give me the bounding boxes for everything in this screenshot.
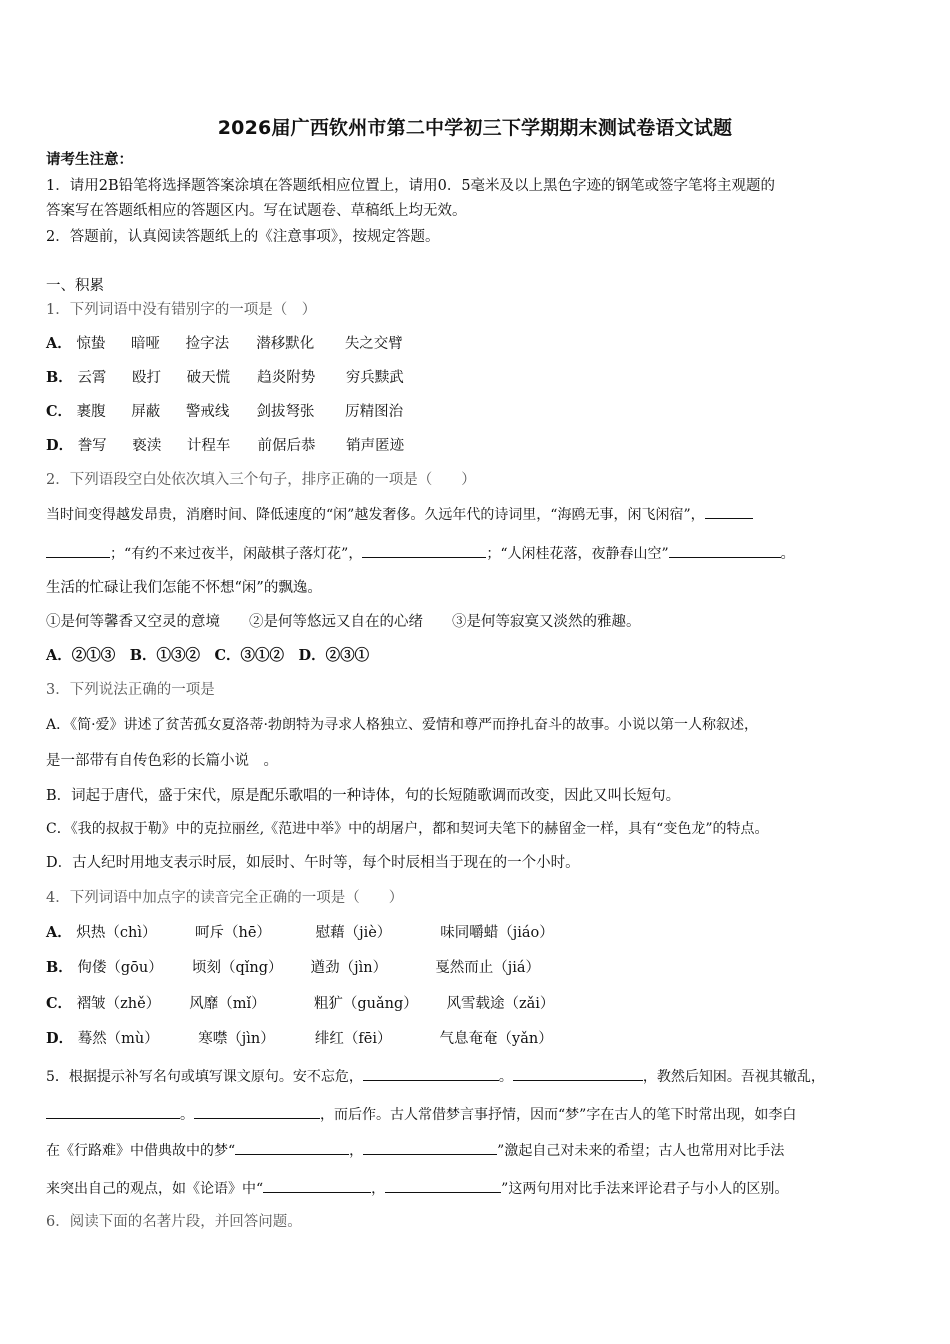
q3-stem: 3．下列说法正确的一项是 — [46, 682, 215, 698]
notice-heading: 请考生注意： — [46, 151, 133, 168]
q2-blank-1b[interactable] — [46, 543, 110, 558]
section-heading: 一、积累 — [46, 278, 104, 294]
q5-blank-7[interactable] — [263, 1178, 371, 1193]
q5-blank-1[interactable] — [363, 1066, 499, 1081]
notice-item-2: 2．答题前，认真阅读答题纸上的《注意事项》，按规定答题。 — [46, 229, 440, 245]
q5-blank-2[interactable] — [513, 1066, 643, 1081]
q1-option-a: A． 惊蛰 暗哑 捡字法 潜移默化 失之交臂 — [46, 335, 403, 352]
q4-stem: 4．下列词语中加点字的读音完全正确的一项是（ ） — [46, 890, 404, 906]
q1-option-b: B． 云霄 殴打 破天慌 趋炎附势 穷兵黩武 — [46, 369, 404, 386]
q5-blank-3[interactable] — [46, 1104, 180, 1119]
q2-blank-3[interactable] — [669, 543, 781, 558]
q3-option-c: C．《我的叔叔于勒》中的克拉丽丝,《范进中举》中的胡屠户，都和契诃夫笔下的赫留金一样，具有“变色龙”的特点。 — [46, 821, 769, 837]
q3-option-b: B．词起于唐代，盛于宋代，原是配乐歌唱的一种诗体，句的长短随歌调而改变，因此又叫长短句。 — [46, 788, 681, 804]
q2-stem: 2．下列语段空白处依次填入三个句子，排序正确的一项是（ ） — [46, 472, 476, 488]
q5-blank-6[interactable] — [363, 1140, 497, 1155]
q2-answer-options: A．②①③ B．①③② C．③①② D．②③① — [46, 647, 370, 664]
q5-blank-4[interactable] — [194, 1104, 320, 1119]
q5-line1: 5．根据提示补写名句或填写课文原句。安不忘危， 。 ，教然后知困。吾视其辙乱， — [46, 1066, 825, 1087]
q4-option-b: B． 佝偻（gōu） 顷刻（qǐng） 遒劲（jìn） 戛然而止（jiá） — [46, 959, 540, 976]
q5-blank-5[interactable] — [235, 1140, 349, 1155]
q2-passage-line3: 生活的忙碌让我们怎能不怀想“闲”的飘逸。 — [46, 580, 322, 596]
q6-stem: 6．阅读下面的名著片段，并回答问题。 — [46, 1214, 302, 1230]
page-title: 2026届广西钦州市第二中学初三下学期期末测试卷语文试题 — [217, 117, 733, 139]
q2-passage-line2: ；“有约不来过夜半，闲敲棋子落灯花”， ；“人闲桂花落，夜静春山空” 。 — [46, 543, 795, 564]
q5-line4: 来突出自己的观点，如《论语》中“ ， ”这两句用对比手法来评论君子与小人的区别。 — [46, 1178, 788, 1199]
q4-option-c: C． 褶皱（zhě） 风靡（mǐ） 粗犷（guǎng） 风雪载途（zǎi） — [46, 995, 555, 1012]
notice-item-1a: 1．请用2B铅笔将选择题答案涂填在答题纸相应位置上，请用0．5毫米及以上黑色字迹的钢笔或签字笔将主观题的 — [46, 178, 776, 194]
q1-option-c: C． 裹腹 屏蔽 警戒线 剑拔弩张 厉精图治 — [46, 403, 404, 420]
q2-passage-line1: 当时间变得越发昂贵，消磨时间、降低速度的“闲”越发奢侈。久远年代的诗词里，“海鸥无事，闲飞闲宿”， — [46, 504, 753, 525]
q3-option-a-line2: 是一部带有自传色彩的长篇小说 。 — [46, 753, 278, 769]
q1-option-d: D． 誊写 亵渎 计程车 前倨后恭 销声匿迹 — [46, 437, 405, 454]
notice-item-1b: 答案写在答题纸相应的答题区内。写在试题卷、草稿纸上均无效。 — [46, 203, 467, 219]
q1-stem: 1．下列词语中没有错别字的一项是（ ） — [46, 302, 317, 318]
q3-option-a-line1: A．《简·爱》讲述了贫苦孤女夏洛蒂·勃朗特为寻求人格独立、爱情和尊严而挣扎奋斗的故事。小说以第一人称叙述， — [46, 717, 759, 733]
q4-option-a: A． 炽热（chì） 呵斥（hē） 慰藉（jiè） 味同嚼蜡（jiáo） — [46, 924, 554, 941]
q2-blank-1a[interactable] — [705, 504, 753, 519]
q5-line3: 在《行路难》中借典故中的梦“ ， ”激起自己对未来的希望；古人也常用对比手法 — [46, 1140, 784, 1161]
q5-line2: 。 ，而后作。古人常借梦言事抒情，因而“梦”字在古人的笔下时常出现，如李白 — [46, 1104, 796, 1125]
q3-option-d: D．古人纪时用地支表示时辰，如辰时、午时等，每个时辰相当于现在的一个小时。 — [46, 855, 580, 871]
q5-blank-8[interactable] — [385, 1178, 501, 1193]
q2-blank-2[interactable] — [362, 543, 486, 558]
q2-sentences: ①是何等馨香又空灵的意境 ②是何等悠远又自在的心绪 ③是何等寂寞又淡然的雅趣。 — [46, 614, 641, 630]
q4-option-d: D． 蓦然（mù） 寒噤（jìn） 绯红（fēi） 气息奄奄（yǎn） — [46, 1030, 553, 1047]
